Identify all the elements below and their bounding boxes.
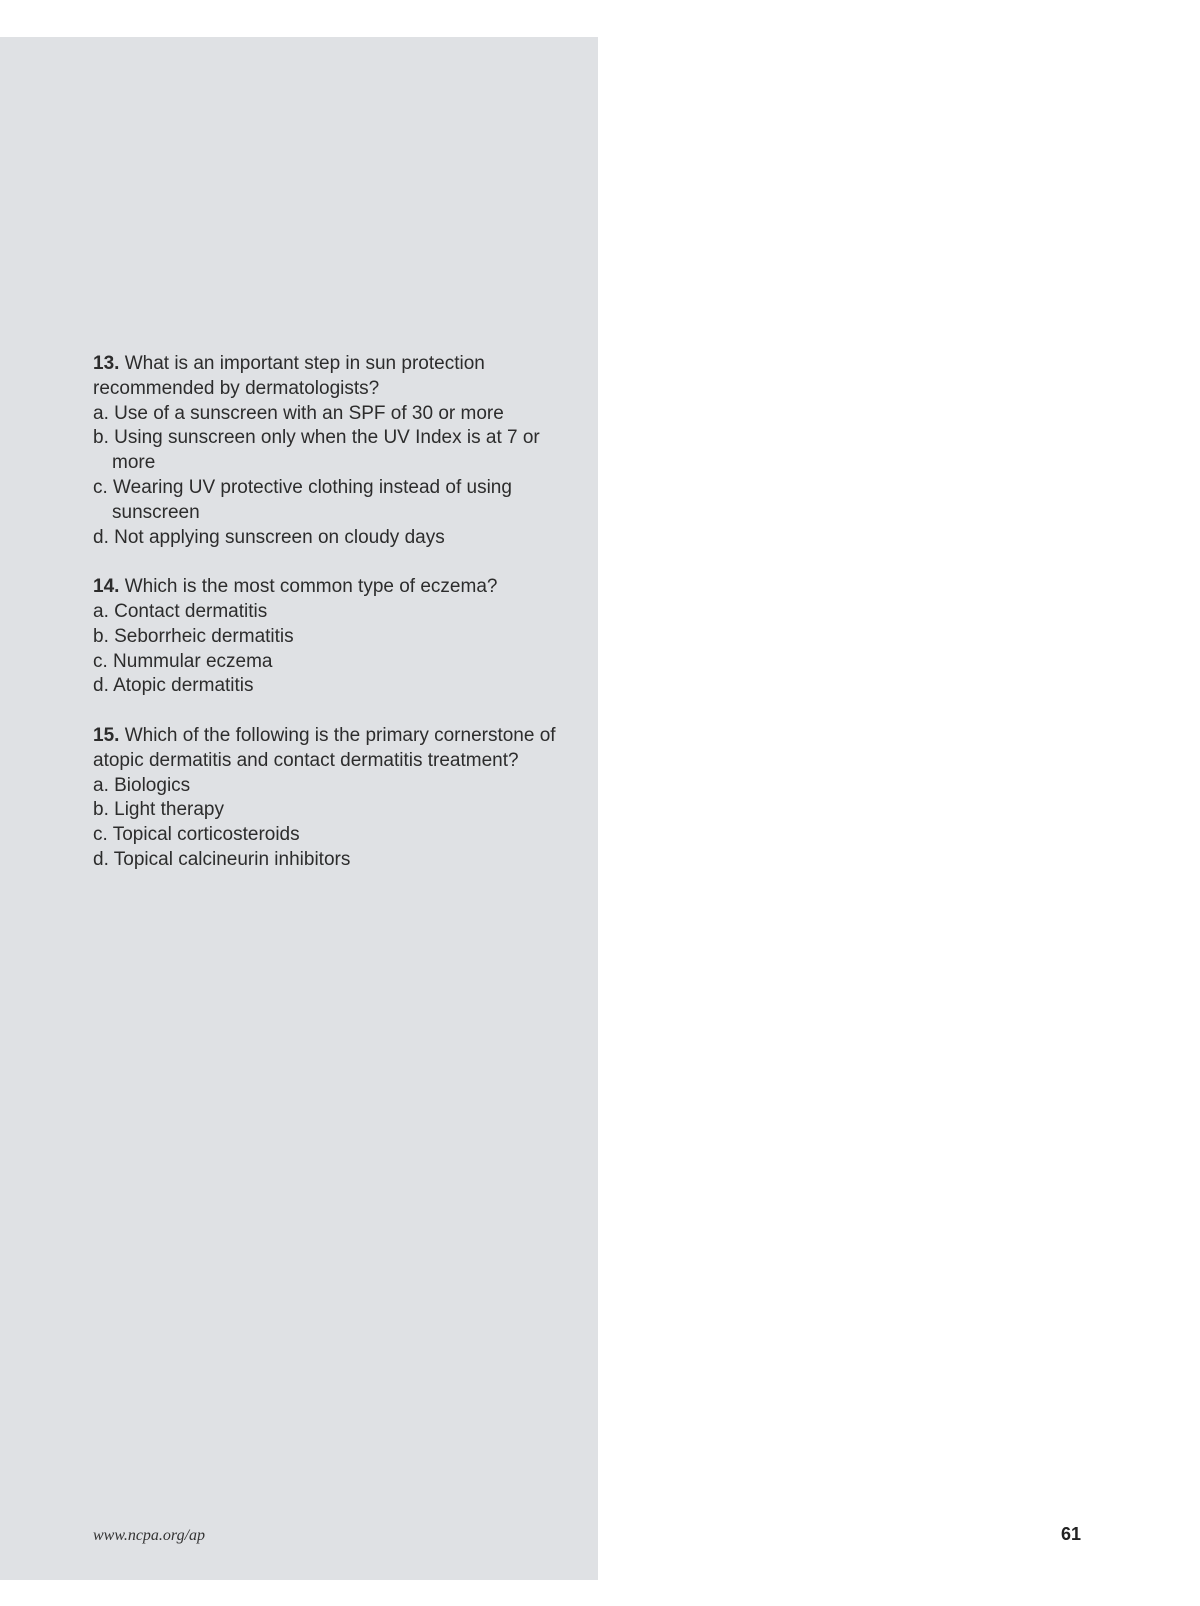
question-text: What is an important step in sun protection recommended by dermatologists? — [93, 353, 485, 399]
question-stem — [93, 575, 583, 600]
question-number: 15. — [93, 724, 120, 746]
answer-option-c: c. Wearing UV protective clothing instead of using sunscreen — [93, 476, 512, 523]
answer-option-a: a. Use of a sunscreen with an SPF of 30 or more — [93, 402, 504, 424]
answer-option-c: c. Topical corticosteroids — [93, 824, 300, 846]
answer-option-b: b. Light therapy — [93, 799, 224, 821]
answer-option-c: c. Nummular eczema — [93, 650, 273, 672]
question-text: Which is the most common type of eczema? — [124, 576, 498, 598]
page-number: 61 — [1060, 1524, 1081, 1544]
answer-option-a: a. Contact dermatitis — [93, 600, 268, 622]
question-14 — [93, 575, 583, 699]
question-number: 14. — [93, 576, 120, 598]
footer-url: www.ncpa.org/ap — [93, 1527, 206, 1544]
answer-option-b: b. Using sunscreen only when the UV Index is at 7 or more — [93, 427, 540, 474]
question-15 — [93, 724, 583, 873]
question-stem — [93, 352, 583, 402]
question-number: 13. — [93, 353, 120, 374]
answer-option-b: b. Seborrheic dermatitis — [93, 625, 294, 647]
answer-option-d: d. Atopic dermatitis — [93, 675, 254, 697]
answer-option-d: d. Not applying sunscreen on cloudy days — [93, 526, 445, 548]
question-stem — [93, 724, 583, 774]
question-text: Which of the following is the primary cornerstone of atopic dermatitis and contact dermatitis treatment? — [93, 724, 556, 771]
answer-option-a: a. Biologics — [93, 774, 191, 796]
question-13 — [93, 352, 583, 550]
quiz-questions — [93, 352, 583, 898]
answer-option-d: d. Topical calcineurin inhibitors — [93, 848, 351, 870]
